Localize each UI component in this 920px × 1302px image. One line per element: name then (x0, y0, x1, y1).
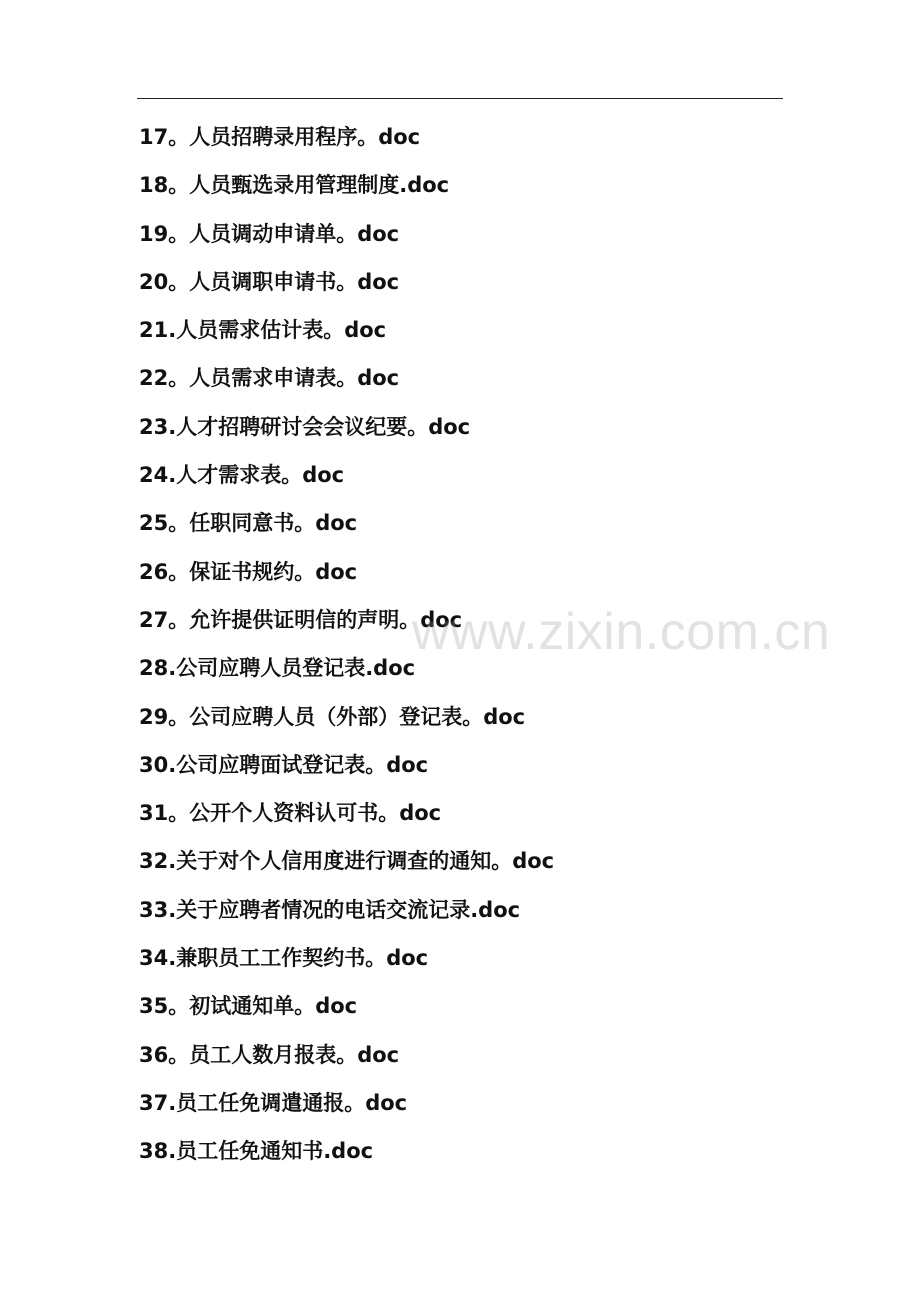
list-item: 29。公司应聘人员（外部）登记表。doc (139, 704, 526, 729)
list-item: 18。人员甄选录用管理制度.doc (139, 173, 450, 198)
list-item: 33.关于应聘者情况的电话交流记录.doc (139, 897, 521, 922)
list-item: 21.人员需求估计表。doc (139, 318, 387, 343)
file-list (139, 117, 554, 1180)
list-item: 37.员工任免调遣通报。doc (139, 1090, 408, 1115)
list-item: 23.人才招聘研讨会会议纪要。doc (139, 414, 471, 439)
list-item: 28.公司应聘人员登记表.doc (139, 656, 416, 681)
list-item: 35。初试通知单。doc (139, 994, 358, 1019)
list-item: 20。人员调职申请书。doc (139, 269, 400, 294)
list-item: 22。人员需求申请表。doc (139, 366, 400, 391)
list-item: 38.员工任免通知书.doc (139, 1139, 374, 1164)
list-item: 27。允许提供证明信的声明。doc (139, 607, 463, 632)
list-item: 17。人员招聘录用程序。doc (139, 125, 421, 149)
list-item: 26。保证书规约。doc (139, 559, 358, 584)
list-item: 34.兼职员工工作契约书。doc (139, 946, 429, 971)
header-divider (137, 98, 783, 99)
list-item: 32.关于对个人信用度进行调查的通知。doc (139, 849, 555, 874)
list-item: 36。员工人数月报表。doc (139, 1042, 400, 1067)
list-item: 24.人才需求表。doc (139, 463, 345, 488)
list-item: 25。任职同意书。doc (139, 511, 358, 536)
watermark-text: www.zixin.com.cn (412, 603, 831, 661)
list-item: 19。人员调动申请单。doc (139, 221, 400, 246)
list-item: 31。公开个人资料认可书。doc (139, 801, 442, 826)
list-item: 30.公司应聘面试登记表。doc (139, 752, 429, 777)
